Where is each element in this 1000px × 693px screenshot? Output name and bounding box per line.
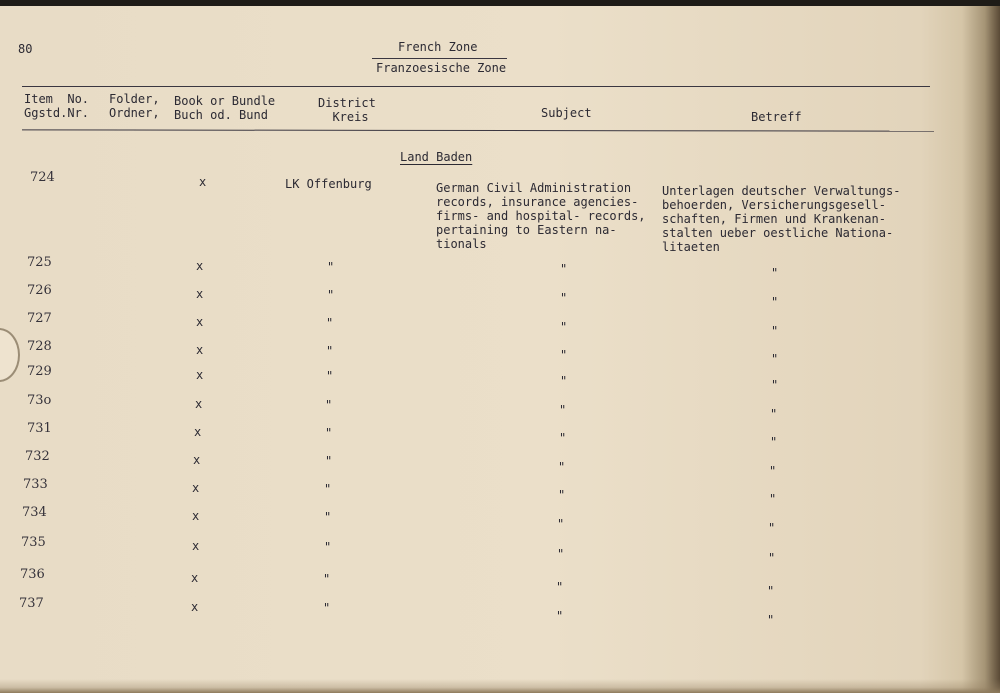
- column-header-item: Item No. Ggstd.Nr.: [24, 92, 90, 120]
- ditto-mark: ": [767, 583, 775, 598]
- binder-hole: [0, 328, 20, 382]
- item-number: 732: [25, 449, 50, 464]
- ditto-mark: ": [324, 510, 332, 524]
- item-number: 725: [27, 255, 52, 270]
- ditto-mark: ": [326, 369, 334, 383]
- ditto-mark: ": [557, 547, 565, 562]
- item-number: 729: [27, 364, 52, 379]
- ditto-mark: ": [768, 551, 776, 566]
- ditto-mark: ": [560, 373, 568, 388]
- book-mark: x: [193, 453, 201, 467]
- item-number: 73o: [27, 393, 52, 408]
- ditto-mark: ": [559, 403, 567, 418]
- ditto-mark: ": [326, 316, 334, 330]
- ditto-mark: ": [771, 295, 779, 309]
- section-heading: Land Baden: [400, 150, 473, 164]
- zone-subtitle: Franzoesische Zone: [376, 61, 507, 75]
- book-mark: x: [196, 287, 204, 301]
- book-mark: x: [196, 259, 204, 273]
- ditto-mark: ": [769, 464, 777, 478]
- item-number: 734: [22, 505, 47, 520]
- book-mark: x: [192, 539, 200, 553]
- ditto-mark: ": [768, 520, 776, 535]
- item-number: 735: [21, 535, 46, 550]
- header-bottom-rule: [22, 129, 934, 131]
- ditto-mark: ": [558, 488, 566, 503]
- ditto-mark: ": [557, 516, 565, 531]
- ditto-mark: ": [556, 579, 564, 594]
- betreff-text: Unterlagen deutscher Verwaltungs- behoerden, Versicherungsgesell- schaften, Firmen und Krankenan- stalten ueber oestliche Nationa- litaeten: [662, 184, 901, 254]
- ditto-mark: ": [770, 407, 778, 422]
- book-mark: x: [196, 315, 204, 329]
- column-header-folder: Folder, Ordner,: [109, 92, 160, 120]
- ditto-mark: ": [324, 540, 332, 554]
- ditto-mark: ": [325, 398, 333, 412]
- book-mark: x: [192, 509, 200, 523]
- subject-text: German Civil Administration records, insurance agencies- firms- and hospital- records, pertaining to Eastern na- tionals: [436, 181, 646, 251]
- ditto-mark: ": [560, 262, 568, 277]
- ditto-mark: ": [325, 454, 333, 468]
- book-mark: x: [196, 368, 204, 382]
- book-mark: x: [191, 600, 199, 614]
- ditto-mark: ": [560, 348, 568, 363]
- ditto-mark: ": [769, 492, 777, 507]
- ditto-mark: ": [323, 572, 331, 586]
- column-header-book: Book or Bundle Buch od. Bund: [174, 94, 276, 122]
- page-edge-shadow: [962, 6, 1000, 693]
- book-mark: x: [194, 425, 202, 439]
- ditto-mark: ": [326, 344, 334, 358]
- item-number: 728: [27, 339, 52, 354]
- item-number: 727: [27, 311, 52, 326]
- ditto-mark: ": [323, 601, 331, 615]
- item-number: 737: [19, 596, 44, 611]
- ditto-mark: ": [771, 377, 779, 392]
- ditto-mark: ": [767, 613, 775, 628]
- ditto-mark: ": [556, 609, 564, 624]
- page-number: 80: [18, 42, 33, 56]
- ditto-mark: ": [327, 288, 335, 302]
- book-mark: x: [199, 175, 207, 189]
- book-mark: x: [196, 343, 204, 357]
- item-number: 733: [23, 477, 48, 492]
- ditto-mark: ": [560, 319, 568, 334]
- ditto-mark: ": [771, 266, 779, 281]
- ditto-mark: ": [327, 260, 335, 274]
- ditto-mark: ": [558, 460, 566, 474]
- book-mark: x: [195, 397, 203, 411]
- district-name: LK Offenburg: [285, 177, 372, 191]
- ditto-mark: ": [560, 291, 568, 305]
- zone-title-underline: [372, 58, 507, 59]
- item-number: 736: [20, 567, 45, 582]
- ditto-mark: ": [770, 435, 778, 450]
- column-header-subject: Subject: [541, 106, 592, 120]
- column-header-district: District Kreis: [318, 96, 376, 124]
- header-top-rule: [22, 86, 930, 87]
- column-header-betreff: Betreff: [751, 110, 802, 124]
- ditto-mark: ": [324, 482, 332, 496]
- ditto-mark: ": [771, 323, 779, 338]
- ditto-mark: ": [325, 426, 333, 440]
- ditto-mark: ": [559, 431, 567, 446]
- item-number: 724: [30, 170, 55, 185]
- book-mark: x: [192, 481, 200, 495]
- ditto-mark: ": [771, 352, 779, 367]
- zone-title: French Zone: [398, 40, 478, 54]
- item-number: 731: [27, 421, 52, 436]
- item-number: 726: [27, 283, 52, 298]
- page-bottom-edge: [0, 679, 1000, 693]
- book-mark: x: [191, 571, 199, 585]
